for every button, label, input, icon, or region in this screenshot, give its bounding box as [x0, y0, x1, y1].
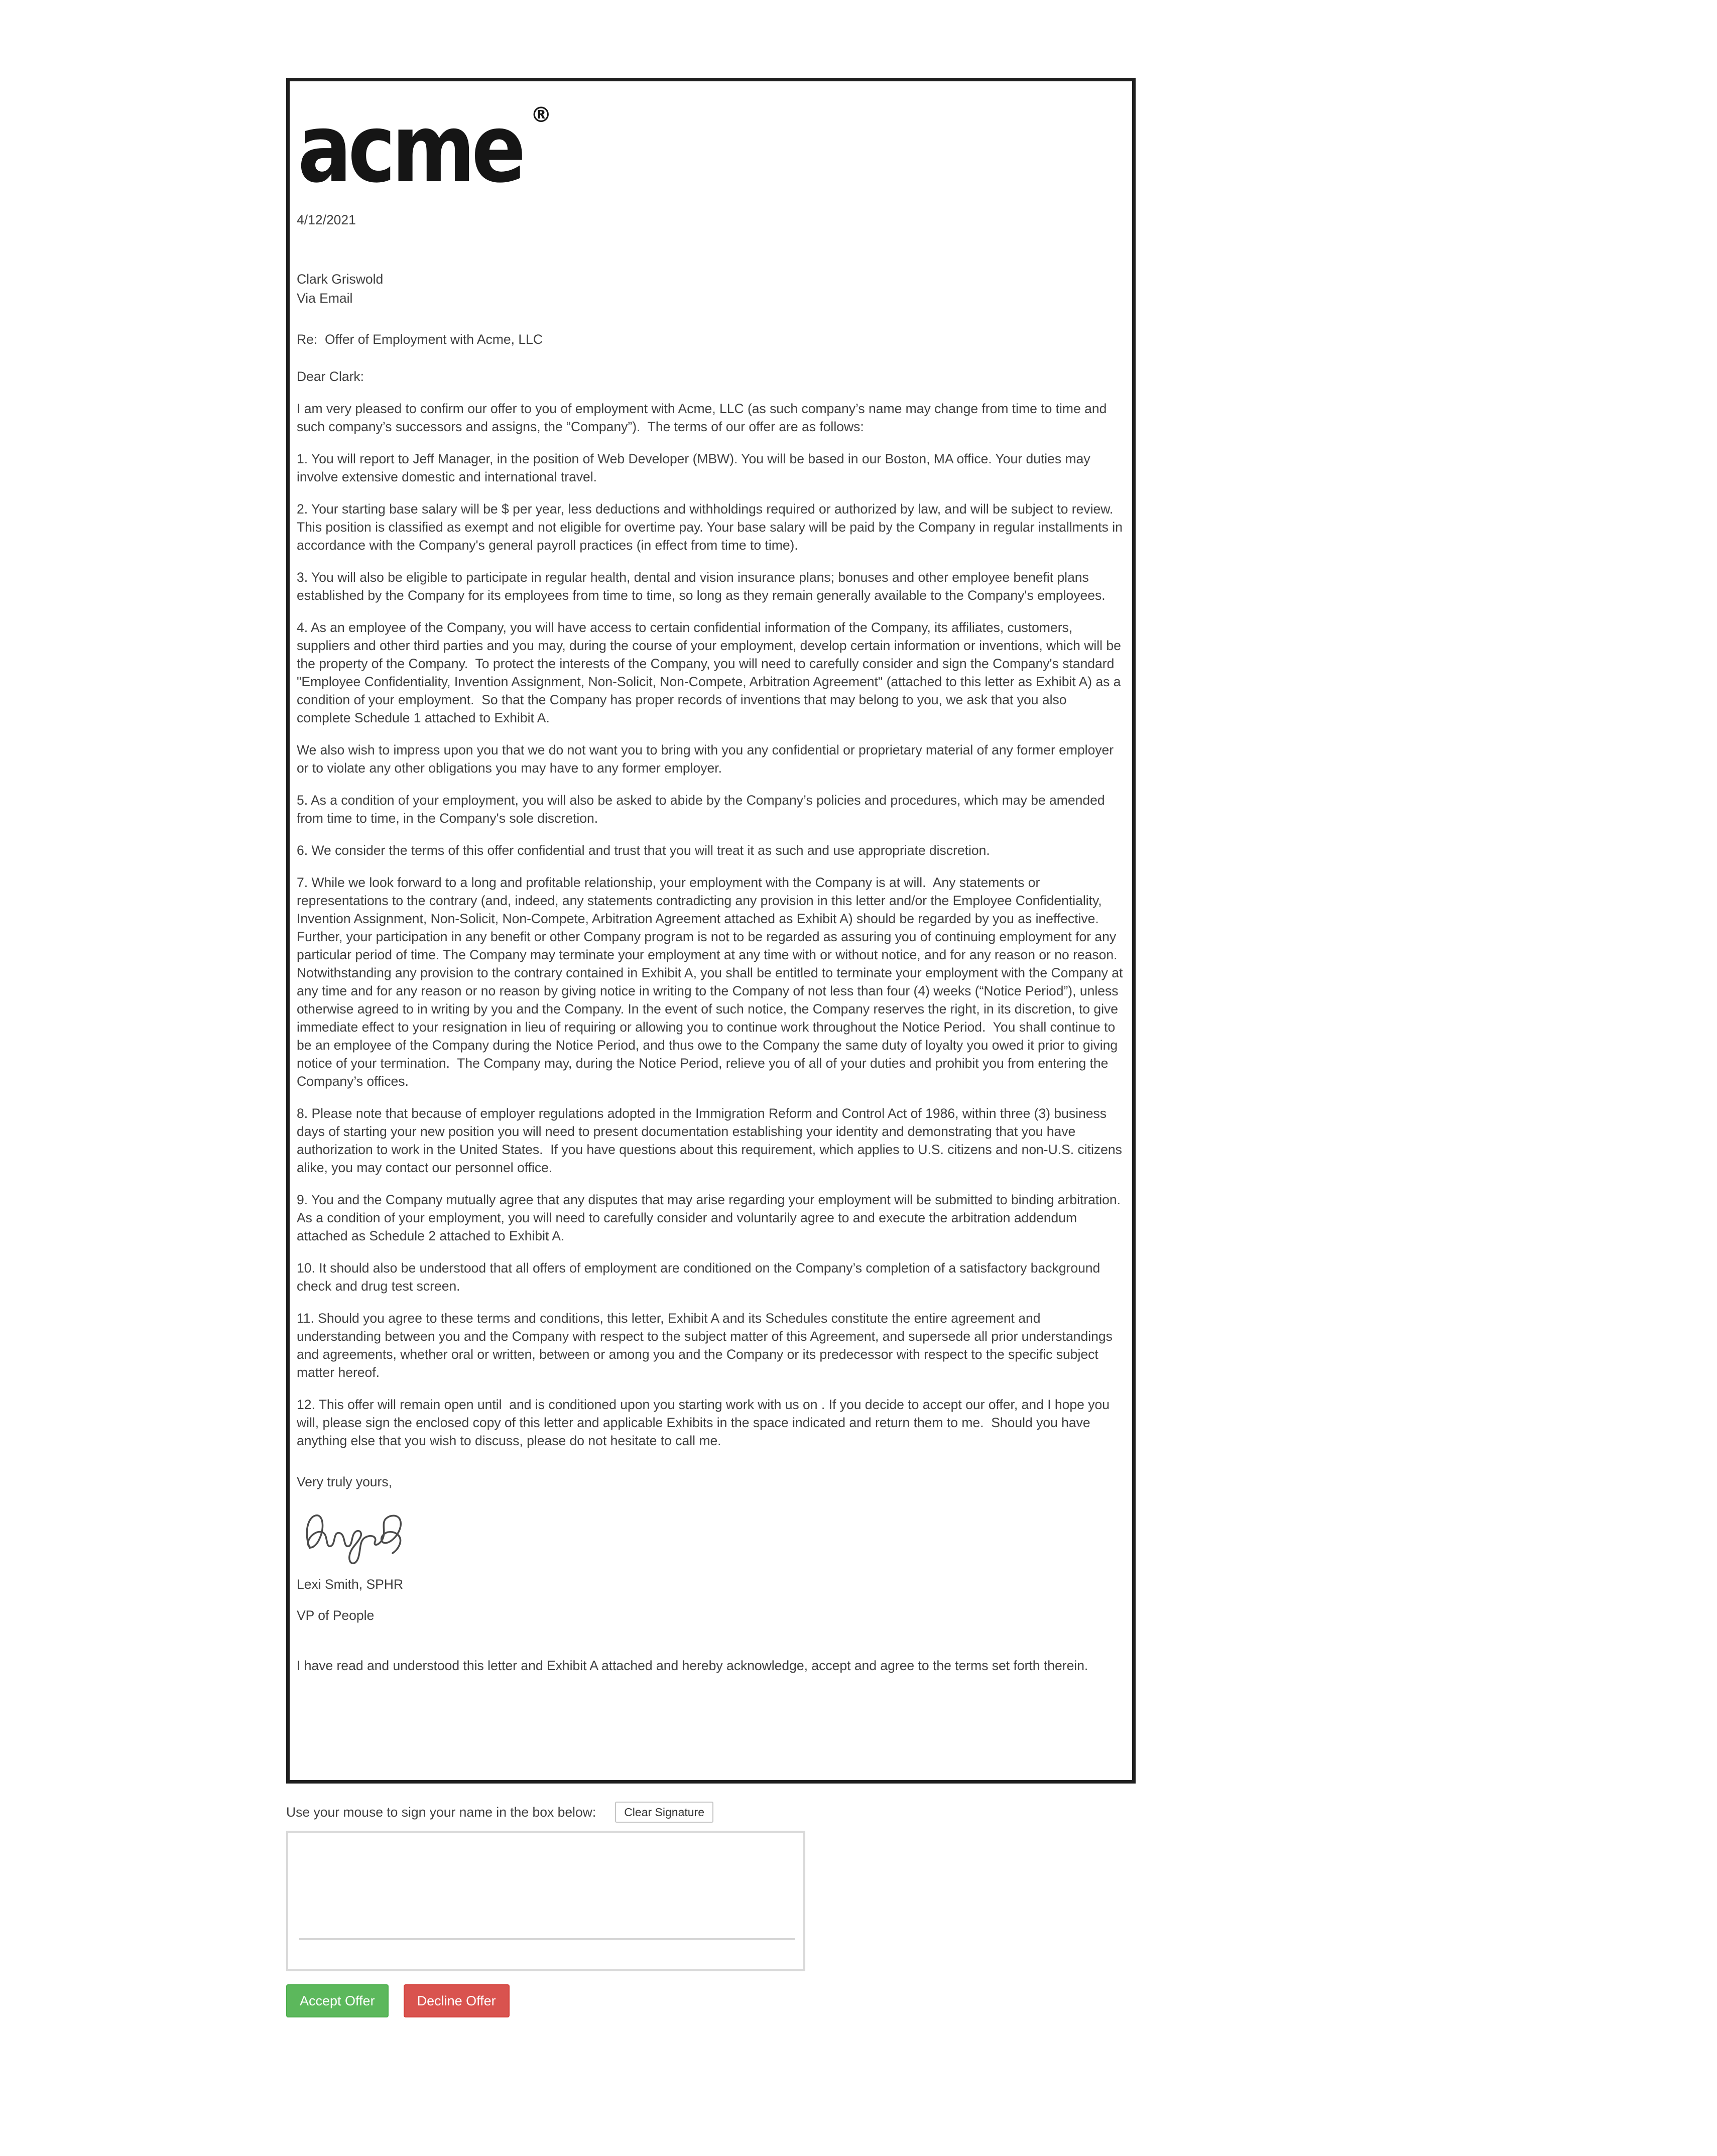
delivery-method: Via Email [297, 291, 353, 306]
recipient-name: Clark Griswold [297, 272, 384, 287]
signer-title: VP of People [297, 1608, 375, 1623]
acme-logo [298, 94, 1124, 204]
letter-paragraph: 5. As a condition of your employment, you will also be asked to abide by the Company’s policies and procedures, which may be amended from time to time, in the Company's sole discretion. [297, 793, 1109, 826]
letter-paragraph: 11. Should you agree to these terms and conditions, this letter, Exhibit A and its Schedules constitute the entire agreement and understanding between you and the Company with respect to the subject matter of this Agreement, and supersede all prior understandings and agreements, whether oral or written, between or among you and the Company or its predecessor with respect to the specific subject matter hereof. [297, 1311, 1117, 1380]
salutation: Dear Clark: [297, 369, 364, 384]
letter-paragraph: 4. As an employee of the Company, you will have access to certain confidential information of the Company, its affiliates, customers, suppliers and other third parties and you may, during the course of your employment, develop certain information or inventions, which will be the property of the Company. To protect the interests of the Company, you will need to carefully consider and sign the Company's standard "Employee Confidentiality, Invention Assignment, Non-Solicit, Non-Compete, Arbitration Agreement" (attached to this letter as Exhibit A) as a condition of your employment. So that the Company has proper records of inventions that may belong to you, we ask that you also complete Schedule 1 attached to Exhibit A. [297, 620, 1125, 725]
acme-logo-text: acme [298, 94, 522, 204]
letter-paragraph: 3. You will also be eligible to participate in regular health, dental and vision insurance plans; bonuses and other employee benefit plans established by the Company for its employees from time to time, so long as they remain generally available to the Company's employees. [297, 570, 1106, 603]
acknowledgment-text: I have read and understood this letter and Exhibit A attached and hereby acknowledge, accept and agree to the terms set forth therein. [297, 1658, 1088, 1673]
closing-line: Very truly yours, [297, 1474, 392, 1489]
letter-paragraph: 2. Your starting base salary will be $ per year, less deductions and withholdings required or authorized by law, and will be subject to review. This position is classified as exempt and not eligible for overtime pay. Your base salary will be paid by the Company in regular installments in accordance with the Company's general payroll practices (in effect from time to time). [297, 501, 1127, 553]
signature-baseline [299, 1938, 795, 1940]
decline-offer-button[interactable]: Decline Offer [404, 1984, 510, 2017]
letter-paragraph: 10. It should also be understood that all offers of employment are conditioned on the Company’s completion of a satisfactory background check and drug test screen. [297, 1260, 1104, 1294]
subject-line: Re: Offer of Employment with Acme, LLC [297, 332, 543, 347]
handwritten-signature-image [302, 1502, 418, 1571]
signer-name: Lexi Smith, SPHR [297, 1577, 404, 1592]
letter-paragraph: 6. We consider the terms of this offer confidential and trust that you will treat it as such and use appropriate discretion. [297, 843, 990, 858]
letter-paragraph: 1. You will report to Jeff Manager, in the position of Web Developer (MBW). You will be based in our Boston, MA office. Your duties may involve extensive domestic and international travel. [297, 451, 1094, 484]
clear-signature-button[interactable]: Clear Signature [615, 1802, 713, 1823]
letter-paragraph: 8. Please note that because of employer regulations adopted in the Immigration Reform and Control Act of 1986, within three (3) business days of starting your new position you will need to present documentation establishing your identity and demonstrating that you have authorization to work in the United States. If you have questions about this requirement, which applies to U.S. citizens and non-U.S. citizens alike, you may contact our personnel office. [297, 1106, 1126, 1175]
accept-offer-button[interactable]: Accept Offer [286, 1984, 389, 2017]
letter-paragraph: We also wish to impress upon you that we do not want you to bring with you any confidential or proprietary material of any former employer or to violate any other obligations you may have to any former employer. [297, 742, 1118, 776]
signature-section [286, 1802, 1717, 2017]
registered-trademark-icon: ® [530, 102, 552, 127]
sign-instruction-label: Use your mouse to sign your name in the box below: [286, 1805, 596, 1820]
signature-canvas[interactable] [286, 1831, 805, 1971]
offer-letter-document [286, 78, 1136, 1784]
letter-date: 4/12/2021 [297, 212, 356, 227]
letter-paragraph: 9. You and the Company mutually agree that any disputes that may arise regarding your employment will be submitted to binding arbitration. As a condition of your employment, you will need to carefully consider and voluntarily agree to and execute the arbitration addendum attached as Schedule 2 attached to Exhibit A. [297, 1192, 1128, 1243]
letter-paragraph: 7. While we look forward to a long and profitable relationship, your employment with the Company is at will. Any statements or representations to the contrary (and, indeed, any statements contradicting any provision in this letter and/or the Employee Confidentiality, Invention Assignment, Non-Solicit, Non-Compete, Arbitration Agreement attached as Exhibit A) should be regarded by you as ineffective. Further, your participation in any benefit or other Company program is not to be regarded as assuring you of continuing employment for any particular period of time. The Company may terminate your employment at any time with or without notice, and for any reason or no reason. Notwithstanding any provision to the contrary contained in Exhibit A, you shall be entitled to terminate your employment with the Company at any time and for any reason or no reason by giving notice in writing to the Company of not less than four (4) weeks (“Notice Period”), unless otherwise agreed to in writing by you and the Company. In the event of such notice, the Company reserves the right, in its discretion, to give immediate effect to your resignation in lieu of requiring or allowing you to continue work throughout the Notice Period. You shall continue to be an employee of the Company during the Notice Period, and thus owe to the Company the same duty of loyalty you owed it prior to giving notice of your termination. The Company may, during the Notice Period, relieve you of all of your duties and prohibit you from entering the Company’s offices. [297, 875, 1127, 1089]
letter-paragraph: 12. This offer will remain open until and is conditioned upon you starting work with us on . If you decide to accept our offer, and I hope you will, please sign the enclosed copy of this letter and applicable Exhibits in the space indicated and return them to me. Should you have anything else that you wish to discuss, please do not hesitate to call me. [297, 1397, 1114, 1448]
letter-paragraph: I am very pleased to confirm our offer to you of employment with Acme, LLC (as such company’s name may change from time to time and such company’s successors and assigns, the “Company”). The terms of our offer are as follows: [297, 401, 1111, 434]
